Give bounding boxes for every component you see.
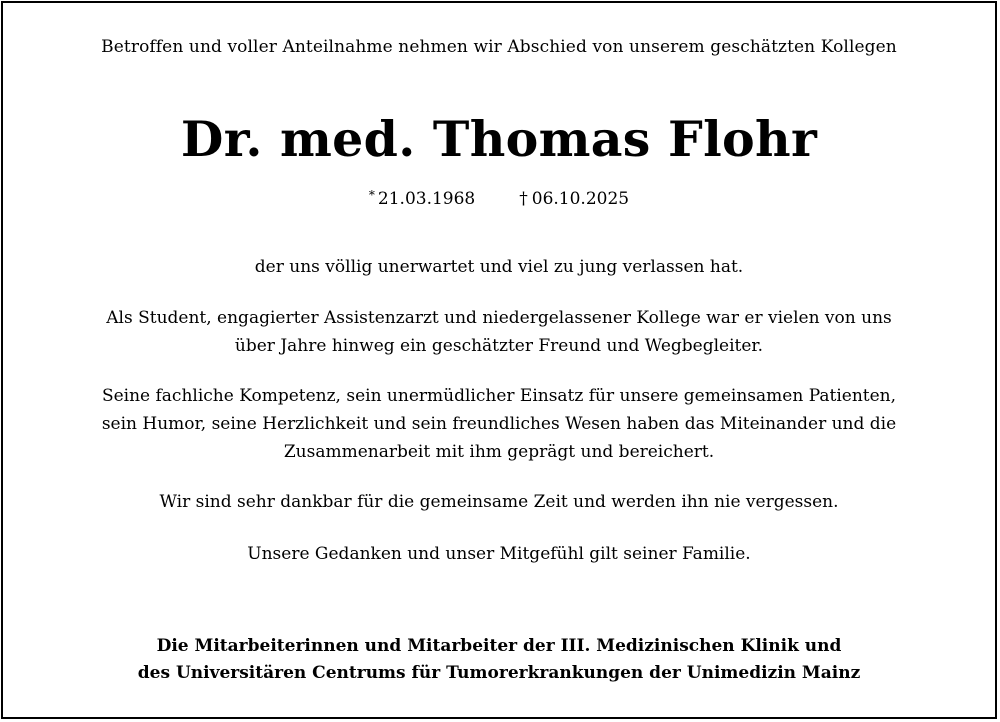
life-dates [3,188,995,209]
birth-date: 21.03.1968 [377,189,476,209]
paragraph-line: der uns völlig unerwartet und viel zu jung verlassen hat. [254,257,744,277]
paragraph-4 [3,488,995,516]
death-date: 06.10.2025 [531,189,630,209]
intro-text: Betroffen und voller Anteilnahme nehmen wir Abschied von unserem geschätzten Kollegen [101,37,897,57]
paragraph-1 [3,253,995,281]
signature-line: Die Mitarbeiterinnen und Mitarbeiter der III. Medizinischen Klinik und [156,636,842,656]
signature-line: des Universitären Centrums für Tumorerkrankungen der Unimedizin Mainz [137,663,861,683]
paragraph-line: Wir sind sehr dankbar für die gemeinsame Zeit und werden ihn nie vergessen. [159,492,839,512]
obituary-notice [1,1,997,719]
signature-block [3,633,995,687]
paragraph-line: sein Humor, seine Herzlichkeit und sein freundliches Wesen haben das Miteinander und die [101,414,897,434]
death-symbol: † [519,189,528,209]
paragraph-2 [3,304,995,360]
paragraph-line: über Jahre hinweg ein geschätzter Freund und Wegbegleiter. [234,336,764,356]
paragraph-5 [3,540,995,568]
paragraph-line: Zusammenarbeit mit ihm geprägt und bereichert. [283,442,715,462]
paragraph-3 [3,382,995,466]
birth-symbol: * [368,188,375,202]
paragraph-line: Unsere Gedanken und unser Mitgefühl gilt seiner Familie. [247,544,751,564]
deceased-name: Dr. med. Thomas Flohr [180,110,818,168]
paragraph-line: Als Student, engagierter Assistenzarzt und niedergelassener Kollege war er vielen von uns [106,308,892,328]
paragraph-line: Seine fachliche Kompetenz, sein unermüdlicher Einsatz für unsere gemeinsamen Patienten, [101,386,897,406]
